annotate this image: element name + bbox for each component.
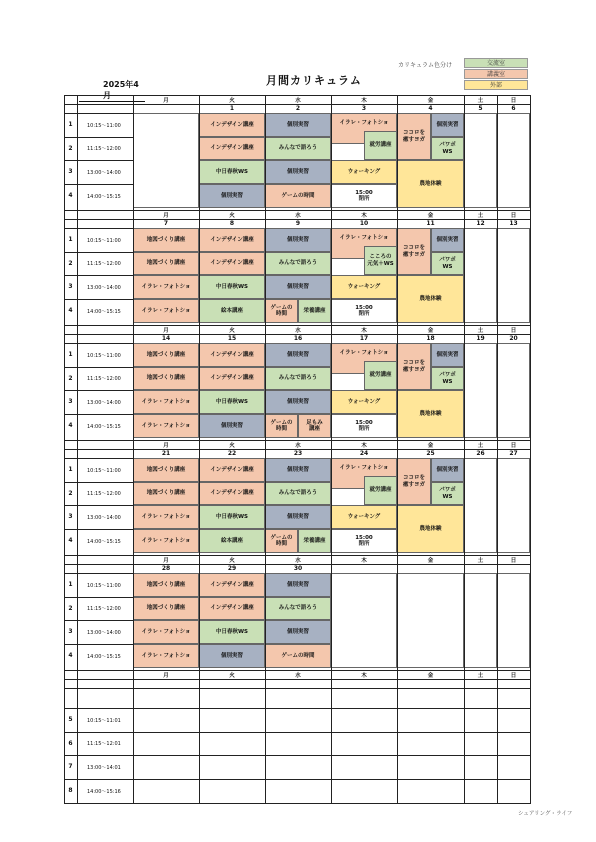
class-cell: 個別実習 [265, 343, 331, 367]
class-cell: ゲームの時間 [265, 184, 331, 208]
class-cell: ココロを 癒すヨガ [397, 343, 431, 390]
class-cell: インデザイン講座 [199, 137, 265, 160]
class-cell: 15:00 閉所 [331, 414, 397, 438]
class-cell: 農地体験 [397, 390, 464, 438]
class-cell: イラレ・フォトショ [133, 299, 199, 323]
class-cell: 地図づくり講座 [133, 573, 199, 597]
period-number: 2 [68, 259, 73, 267]
period-time: 11:15～12:00 [87, 606, 121, 612]
class-cell: 地図づくり講座 [133, 458, 199, 482]
grid-line [64, 732, 530, 733]
grid-line [77, 95, 78, 803]
period-number: 7 [68, 763, 73, 770]
class-cell: インデザイン講座 [199, 252, 265, 275]
period-time: 10:15～11:00 [87, 237, 121, 244]
period-number: 2 [68, 144, 73, 152]
class-cell: みんなで語ろう [265, 137, 331, 160]
class-cell: ゲームの 時間 [265, 529, 298, 553]
class-cell: ココロを 癒すヨガ [397, 458, 431, 505]
grid-line [64, 505, 133, 506]
class-cell: 個別実習 [431, 343, 464, 367]
date-number: 6 [511, 105, 516, 112]
grid-line [64, 564, 530, 565]
class-cell: 個別実習 [265, 505, 331, 529]
grid-line [64, 367, 133, 368]
class-cell: イラレ・フォトショ [133, 275, 199, 299]
period-number: 5 [68, 716, 73, 723]
class-cell: インデザイン講座 [199, 482, 265, 505]
day-header: 木 [361, 213, 367, 219]
grid-line [64, 137, 133, 138]
class-cell: 個別実習 [199, 184, 265, 208]
grid-line [64, 803, 531, 804]
class-cell: インデザイン講座 [199, 343, 265, 367]
class-cell: 栄養講座 [298, 299, 331, 323]
grid-line [64, 449, 530, 450]
class-cell: インデザイン講座 [199, 113, 265, 137]
class-cell: 農地体験 [397, 505, 464, 553]
empty-cell [464, 113, 497, 208]
day-header: 日 [510, 213, 517, 219]
class-cell: パワポ WS [431, 252, 464, 275]
class-cell: 農地体験 [397, 275, 464, 323]
day-header: 火 [229, 443, 235, 449]
grid-line [64, 440, 530, 441]
class-cell: ゲームの 時間 [265, 299, 298, 323]
period-number: 3 [68, 168, 73, 175]
empty-cell [497, 573, 530, 668]
class-cell: 栄養講座 [298, 529, 331, 553]
class-cell: 15:00 閉所 [331, 529, 397, 553]
class-cell: ウォーキング [331, 505, 397, 529]
class-cell: 個別実習 [265, 458, 331, 482]
empty-cell [497, 113, 530, 208]
class-cell: 個別実習 [265, 573, 331, 597]
period-number: 2 [68, 489, 73, 497]
grid-line [64, 482, 133, 483]
period-time: 13:00～14:01 [87, 764, 121, 771]
date-number: 21 [161, 450, 171, 457]
day-header: 土 [477, 443, 484, 449]
class-cell: 個別実習 [431, 228, 464, 252]
day-header: 日 [510, 98, 517, 104]
grid-line [64, 210, 530, 211]
day-header: 日 [510, 558, 517, 564]
period-time: 13:00～14:00 [87, 629, 121, 636]
grid-line [464, 95, 465, 803]
period-number: 6 [68, 739, 73, 747]
period-time: 14:00～15:16 [87, 788, 121, 795]
class-cell: インデザイン講座 [199, 228, 265, 252]
date-number: 22 [227, 450, 237, 457]
day-header: 月 [163, 443, 169, 449]
class-cell: 就労講座 [364, 361, 397, 390]
class-cell: ウォーキング [331, 160, 397, 184]
day-header: 金 [427, 558, 434, 564]
grid-line [530, 95, 531, 803]
date-number: 4 [428, 105, 433, 112]
date-number: 27 [509, 450, 518, 457]
footer-credit: シェアリング・ライフ [518, 811, 573, 817]
empty-cell [497, 458, 530, 553]
class-cell: 足もみ 講座 [298, 414, 331, 438]
day-header: 金 [427, 213, 434, 219]
grid-line [64, 529, 133, 530]
class-cell: インデザイン講座 [199, 458, 265, 482]
period-number: 1 [68, 581, 73, 588]
grid-line [64, 95, 530, 96]
period-time: 13:00～14:00 [87, 284, 121, 291]
class-cell: 中日春秋WS [199, 275, 265, 299]
class-cell: イラレ・フォトショ [133, 620, 199, 644]
period-number: 4 [68, 422, 73, 429]
class-cell: パワポ WS [431, 482, 464, 505]
grid-line [64, 334, 530, 335]
empty-cell [464, 228, 497, 323]
legend-label: カリキュラム色分け [398, 62, 452, 69]
day-header: 金 [427, 673, 434, 679]
period-time: 11:15～12:00 [87, 146, 121, 152]
legend-item: 講義室 [464, 69, 528, 79]
day-header: 金 [427, 328, 434, 334]
class-cell: ウォーキング [331, 275, 397, 299]
period-time: 11:15～12:00 [87, 491, 121, 497]
grid-line [64, 644, 133, 645]
period-number: 2 [68, 374, 73, 382]
empty-cell [497, 343, 530, 438]
period-time: 10:15～11:01 [87, 717, 121, 724]
date-number: 16 [293, 335, 303, 342]
class-cell: ウォーキング [331, 390, 397, 414]
empty-cell [464, 343, 497, 438]
grid-line [64, 219, 530, 220]
date-number: 8 [229, 220, 235, 227]
grid-line [64, 390, 133, 391]
period-time: 13:00～14:00 [87, 169, 121, 176]
class-cell: 15:00 閉所 [331, 299, 397, 323]
class-cell: 中日春秋WS [199, 505, 265, 529]
day-header: 木 [361, 673, 367, 679]
grid-line [64, 597, 133, 598]
grid-line [64, 755, 530, 756]
date-number: 13 [509, 220, 518, 227]
empty-cell [497, 228, 530, 323]
class-cell: イラレ・フォトショ [133, 505, 199, 529]
grid-line [64, 573, 133, 574]
class-cell: インデザイン講座 [199, 597, 265, 620]
class-cell: みんなで語ろう [265, 597, 331, 620]
day-header: 日 [510, 443, 517, 449]
day-header: 木 [361, 98, 367, 104]
date-number: 24 [359, 450, 369, 457]
empty-cell [397, 573, 464, 668]
class-cell: 農地体験 [397, 160, 464, 208]
class-cell: みんなで語ろう [265, 367, 331, 390]
class-cell: 絵本講座 [199, 529, 265, 553]
class-cell: 地図づくり講座 [133, 252, 199, 275]
period-time: 14:00～15:15 [87, 653, 121, 660]
grid-line [64, 95, 65, 803]
class-cell: ゲームの 時間 [265, 414, 298, 438]
class-cell: みんなで語ろう [265, 252, 331, 275]
class-cell: 個別実習 [265, 228, 331, 252]
day-header: 土 [477, 673, 484, 679]
period-time: 14:00～15:15 [87, 193, 121, 200]
period-number: 3 [68, 283, 73, 290]
class-cell: みんなで語ろう [265, 482, 331, 505]
date-number: 11 [426, 220, 435, 227]
day-header: 木 [361, 328, 367, 334]
grid-line [64, 670, 530, 671]
day-header: 水 [295, 328, 301, 334]
period-time: 14:00～15:15 [87, 308, 121, 315]
class-cell: パワポ WS [431, 367, 464, 390]
day-header: 火 [229, 558, 235, 564]
class-cell: イラレ・フォトショ [331, 458, 397, 489]
day-header: 土 [477, 98, 484, 104]
grid-line [64, 299, 133, 300]
period-number: 4 [68, 307, 73, 314]
day-header: 火 [229, 673, 235, 679]
period-time: 11:15～12:00 [87, 376, 121, 382]
period-time: 10:15～11:00 [87, 467, 121, 474]
period-number: 1 [68, 121, 73, 128]
class-cell: 中日春秋WS [199, 160, 265, 184]
grid-line [64, 779, 530, 780]
page-title: 月間カリキュラム [266, 74, 362, 87]
period-time: 11:15～12:00 [87, 261, 121, 267]
date-number: 1 [229, 105, 235, 112]
class-cell: 就労講座 [364, 476, 397, 505]
grid-line [64, 184, 133, 185]
period-number: 4 [68, 192, 73, 199]
date-number: 20 [509, 335, 518, 342]
class-cell: 個別実習 [199, 644, 265, 668]
period-number: 2 [68, 604, 73, 612]
day-header: 火 [229, 328, 235, 334]
grid-line [64, 275, 133, 276]
day-header: 日 [510, 673, 517, 679]
grid-line [64, 228, 133, 229]
class-cell: 地図づくり講座 [133, 343, 199, 367]
period-number: 8 [68, 787, 73, 794]
class-cell: 個別実習 [431, 113, 464, 137]
day-header: 火 [229, 213, 235, 219]
grid-line [64, 325, 530, 326]
date-number: 28 [161, 565, 171, 572]
grid-line [64, 708, 530, 709]
period-number: 3 [68, 513, 73, 520]
grid-line [199, 95, 200, 803]
grid-line [133, 95, 134, 803]
period-number: 3 [68, 628, 73, 635]
grid-line [397, 95, 398, 803]
day-header: 水 [295, 673, 301, 679]
class-cell: 個別実習 [265, 390, 331, 414]
class-cell: 中日春秋WS [199, 620, 265, 644]
class-cell: イラレ・フォトショ [331, 343, 397, 374]
period-time: 10:15～11:00 [87, 352, 121, 359]
period-number: 4 [68, 537, 73, 544]
grid-line [265, 95, 266, 803]
date-number: 30 [293, 565, 303, 572]
class-cell: こころの 元気＋WS [364, 246, 397, 275]
class-cell: インデザイン講座 [199, 367, 265, 390]
grid-line [64, 458, 133, 459]
empty-cell [133, 113, 199, 208]
class-cell: インデザイン講座 [199, 573, 265, 597]
class-cell: イラレ・フォトショ [133, 414, 199, 438]
class-cell: 個別実習 [265, 113, 331, 137]
class-cell: 個別実習 [265, 275, 331, 299]
class-cell: 個別実習 [431, 458, 464, 482]
day-header: 火 [229, 98, 235, 104]
day-header: 金 [427, 98, 434, 104]
class-cell: イラレ・フォトショ [133, 644, 199, 668]
day-header: 水 [295, 558, 301, 564]
grid-line [331, 95, 332, 803]
grid-line [64, 104, 530, 105]
day-header: 月 [163, 213, 169, 219]
date-number: 17 [359, 335, 369, 342]
class-cell: 地図づくり講座 [133, 482, 199, 505]
day-header: 土 [477, 328, 484, 334]
date-number: 15 [227, 335, 237, 342]
period-time: 13:00～14:00 [87, 399, 121, 406]
legend-item: 交流室 [464, 58, 528, 68]
class-cell: イラレ・フォトショ [331, 228, 397, 259]
date-number: 25 [426, 450, 435, 457]
day-header: 土 [477, 213, 484, 219]
period-number: 1 [68, 236, 73, 243]
empty-cell [464, 573, 497, 668]
grid-line [64, 679, 530, 680]
date-number: 5 [478, 105, 483, 112]
class-cell: 地図づくり講座 [133, 597, 199, 620]
class-cell: 個別実習 [265, 160, 331, 184]
date-number: 19 [476, 335, 485, 342]
day-header: 木 [361, 443, 367, 449]
class-cell: 地図づくり講座 [133, 367, 199, 390]
class-cell: イラレ・フォトショ [133, 529, 199, 553]
day-header: 月 [163, 328, 169, 334]
class-cell: イラレ・フォトショ [133, 390, 199, 414]
day-header: 月 [163, 98, 169, 104]
date-number: 18 [426, 335, 435, 342]
grid-line [64, 343, 133, 344]
class-cell: 絵本講座 [199, 299, 265, 323]
day-header: 木 [361, 558, 367, 564]
day-header: 水 [295, 443, 301, 449]
grid-line [64, 252, 133, 253]
class-cell: 個別実習 [265, 620, 331, 644]
day-header: 月 [163, 673, 169, 679]
class-cell: イラレ・フォトショ [331, 113, 397, 144]
date-number: 12 [476, 220, 485, 227]
period-number: 4 [68, 652, 73, 659]
grid-line [64, 620, 133, 621]
day-header: 日 [510, 328, 517, 334]
grid-line [64, 113, 133, 114]
day-header: 水 [295, 213, 301, 219]
class-cell: 就労講座 [364, 131, 397, 160]
grid-line [64, 414, 133, 415]
grid-line [64, 555, 530, 556]
period-time: 14:00～15:15 [87, 538, 121, 545]
month-label: 2025年4 [79, 79, 145, 102]
date-number: 14 [161, 335, 171, 342]
period-time: 14:00～15:15 [87, 423, 121, 430]
date-number: 26 [476, 450, 485, 457]
grid-line [497, 95, 498, 803]
day-header: 土 [477, 558, 484, 564]
period-time: 13:00～14:00 [87, 514, 121, 521]
date-number: 3 [361, 105, 367, 112]
day-header: 金 [427, 443, 434, 449]
class-cell: 15:00 閉所 [331, 184, 397, 208]
period-number: 1 [68, 351, 73, 358]
class-cell: ココロを 癒すヨガ [397, 113, 431, 160]
date-number: 23 [293, 450, 303, 457]
class-cell: ココロを 癒すヨガ [397, 228, 431, 275]
period-time: 10:15～11:00 [87, 122, 121, 129]
date-number: 2 [295, 105, 301, 112]
class-cell: ゲームの時間 [265, 644, 331, 668]
class-cell: 中日春秋WS [199, 390, 265, 414]
class-cell: パワポ WS [431, 137, 464, 160]
class-cell: 地図づくり講座 [133, 228, 199, 252]
legend-item: 外部 [464, 80, 528, 90]
empty-cell [464, 458, 497, 553]
grid-line [64, 160, 133, 161]
grid-line [64, 688, 530, 689]
date-number: 9 [295, 220, 301, 227]
period-number: 3 [68, 398, 73, 405]
date-number: 7 [163, 220, 169, 227]
class-cell: 個別実習 [199, 414, 265, 438]
period-time: 10:15～11:00 [87, 582, 121, 589]
period-number: 1 [68, 466, 73, 473]
empty-cell [331, 573, 397, 668]
day-header: 水 [295, 98, 301, 104]
date-number: 10 [359, 220, 369, 227]
date-number: 29 [227, 565, 237, 572]
period-time: 11:15～12:01 [87, 741, 121, 747]
day-header: 月 [163, 558, 169, 564]
